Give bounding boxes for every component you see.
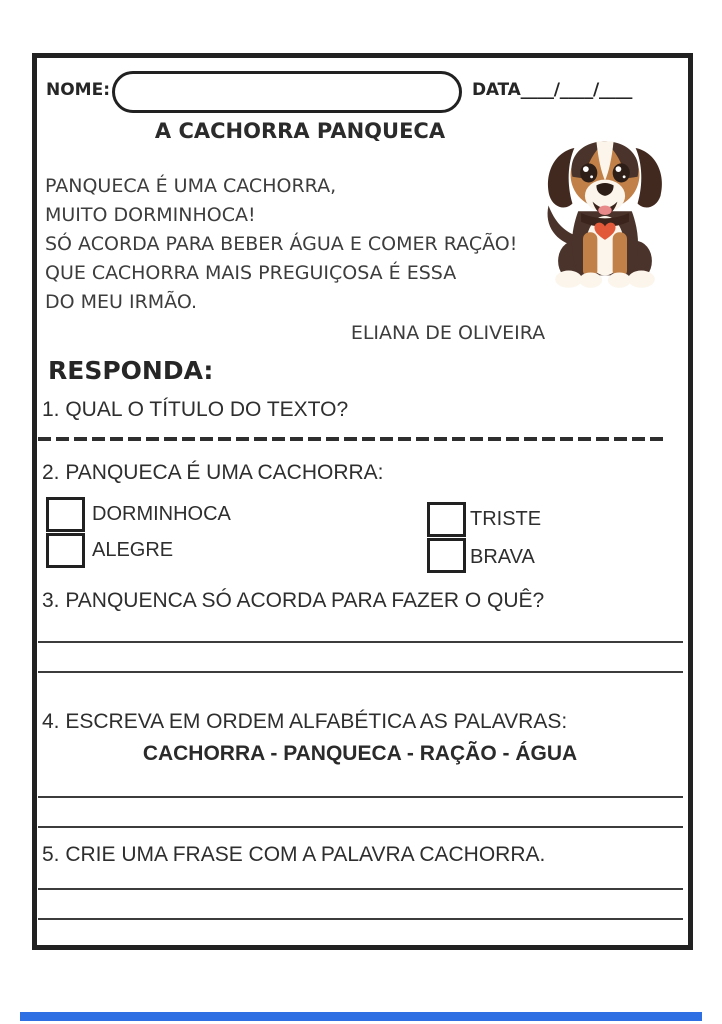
poem-line: QUE CACHORRA MAIS PREGUIÇOSA É ESSA: [45, 262, 457, 284]
question-2: 2. PANQUECA É UMA CACHORRA:: [42, 461, 384, 484]
date-label: DATA: [472, 80, 521, 100]
answer-line-q5-2[interactable]: [38, 918, 683, 920]
answer-line-q3-1[interactable]: [38, 641, 683, 643]
question-5: 5. CRIE UMA FRASE COM A PALAVRA CACHORRA.: [42, 843, 546, 866]
poem-line: MUITO DORMINHOCA!: [45, 204, 256, 226]
question-4: 4. ESCREVA EM ORDEM ALFABÉTICA AS PALAVRAS:: [42, 710, 568, 733]
poem-line: PANQUECA É UMA CACHORRA,: [45, 175, 337, 197]
option-label-dorminhoca: DORMINHOCA: [92, 503, 231, 525]
date-blanks: ____/____/____: [520, 80, 633, 100]
option-label-brava: BRAVA: [470, 546, 535, 568]
puppy-illustration-icon: [538, 120, 672, 312]
option-label-triste: TRISTE: [470, 508, 542, 530]
name-label: NOME:: [46, 80, 111, 100]
poem-line: DO MEU IRMÃO.: [45, 291, 198, 313]
answer-line-q4-1[interactable]: [38, 796, 683, 798]
poem-line: SÓ ACORDA PARA BEBER ÁGUA E COMER RAÇÃO!: [45, 233, 518, 255]
checkbox-brava[interactable]: [427, 538, 466, 573]
poem-author: ELIANA DE OLIVEIRA: [350, 322, 546, 344]
answer-line-q3-2[interactable]: [38, 671, 683, 673]
question-3: 3. PANQUENCA SÓ ACORDA PARA FAZER O QUÊ?: [42, 589, 545, 612]
poem-text: [45, 172, 517, 317]
answer-line-q4-2[interactable]: [38, 826, 683, 828]
answer-line-q5-1[interactable]: [38, 888, 683, 890]
worksheet-title: A CACHORRA PANQUECA: [154, 119, 446, 143]
checkbox-dorminhoca[interactable]: [46, 497, 85, 532]
question-4-word-list: CACHORRA - PANQUECA - RAÇÃO - ÁGUA: [142, 742, 578, 765]
checkbox-triste[interactable]: [427, 502, 466, 537]
answer-line-q1[interactable]: [38, 437, 668, 441]
section-heading: RESPONDA:: [48, 356, 214, 385]
option-label-alegre: ALEGRE: [92, 539, 174, 561]
name-input-oval[interactable]: [112, 71, 462, 113]
question-1: 1. QUAL O TÍTULO DO TEXTO?: [42, 398, 349, 421]
checkbox-alegre[interactable]: [46, 533, 85, 568]
bottom-accent-bar: [20, 1012, 702, 1021]
date-field[interactable]: [472, 80, 632, 100]
